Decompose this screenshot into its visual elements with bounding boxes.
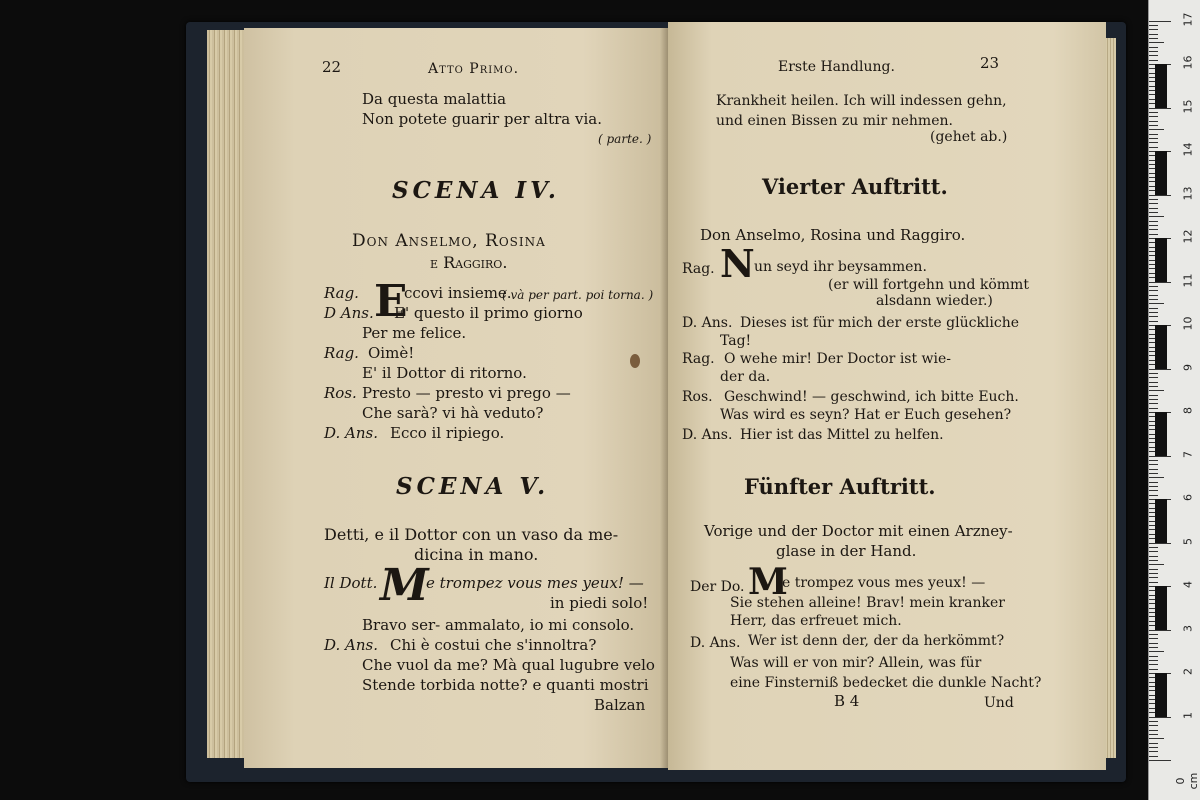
right-page (668, 22, 1106, 770)
ruler-number: 4 (1181, 581, 1195, 588)
scene-description: dicina in mano. (414, 545, 539, 564)
ruler-tick (1149, 225, 1158, 226)
ruler-tick (1149, 477, 1164, 478)
scene-heading: Fünfter Auftritt. (744, 474, 936, 499)
dialogue: der da. (720, 369, 771, 385)
ruler-tick (1149, 490, 1158, 491)
ruler-tick (1149, 721, 1158, 722)
speaker: Ros. (324, 384, 357, 402)
ruler-tick (1149, 386, 1158, 387)
ruler-scale-block (1155, 151, 1167, 195)
ruler-tick (1149, 382, 1158, 383)
ruler-scale-block (1155, 586, 1167, 630)
page-number: 22 (322, 58, 342, 76)
ruler-number: 15 (1181, 99, 1195, 113)
ruler-tick (1149, 651, 1164, 652)
ruler-tick (1149, 208, 1158, 209)
ruler-tick (1149, 486, 1158, 487)
scene-description: glase in der Hand. (776, 542, 917, 560)
ruler-tick (1149, 482, 1158, 483)
ruler-tick (1149, 316, 1158, 317)
stage-direction: (gehet ab.) (930, 129, 1008, 145)
dialogue: un seyd ihr beysammen. (754, 259, 927, 275)
ruler-number: 7 (1181, 450, 1195, 458)
dialogue: eine Finsterniß bedecket die dunkle Nacht? (730, 675, 1042, 691)
dialogue: e trompez vous mes yeux! — (782, 575, 986, 591)
ruler-tick (1149, 730, 1158, 731)
ruler-tick (1149, 456, 1171, 457)
ruler-tick (1149, 303, 1164, 304)
ruler-tick (1149, 51, 1158, 52)
speaker: Rag. (682, 351, 715, 367)
scene-description: Vorige und der Doctor mit einen Arzney- (704, 522, 1013, 540)
dialogue: Presto — presto vi prego — (362, 384, 571, 402)
ruler-scale-block (1155, 238, 1167, 282)
ruler-number: 6 (1181, 494, 1195, 501)
ruler-tick (1149, 47, 1158, 48)
ruler-tick (1149, 308, 1158, 309)
ruler-tick (1149, 495, 1158, 496)
ruler-tick (1149, 212, 1158, 213)
ruler-number: 9 (1181, 363, 1195, 371)
speaker: D Ans. (324, 304, 374, 322)
ink-stain (630, 354, 640, 368)
character-list: Don Anselmo, Rosina und Raggiro. (700, 226, 966, 244)
speaker: D. Ans. (324, 636, 378, 654)
ruler-tick (1149, 195, 1171, 196)
ruler-number: 13 (1181, 186, 1195, 200)
dialogue: Tag! (720, 333, 752, 349)
speaker: D. Ans. (682, 427, 733, 443)
ruler-tick (1149, 129, 1164, 130)
scene-description: Detti, e il Dottor con un vaso da me- (324, 525, 619, 544)
ruler-tick (1149, 543, 1171, 544)
dialogue: E' questo il primo giorno (394, 304, 583, 322)
ruler-tick (1149, 373, 1158, 374)
scale-ruler (1148, 0, 1200, 800)
dialogue: Stende torbida notte? e quanti mostri (362, 676, 649, 694)
ruler-tick (1149, 395, 1158, 396)
dialogue: Chi è costui che s'innoltra? (390, 636, 597, 654)
ruler-number: 12 (1181, 229, 1195, 244)
ruler-tick (1149, 408, 1158, 409)
scene-heading: SCENA IV. (392, 177, 560, 204)
ruler-tick (1149, 564, 1164, 565)
ruler-tick (1149, 134, 1158, 135)
ruler-tick (1149, 108, 1171, 109)
ruler-tick (1149, 116, 1158, 117)
ruler-tick (1149, 747, 1158, 748)
ruler-tick (1149, 660, 1158, 661)
ruler-tick (1149, 569, 1158, 570)
drop-cap: E (374, 276, 408, 327)
ruler-tick (1149, 282, 1171, 283)
ruler-number: 5 (1181, 537, 1195, 545)
ruler-tick (1149, 460, 1158, 461)
ruler-tick (1149, 403, 1158, 404)
page-number: 23 (980, 54, 1000, 72)
ruler-tick (1149, 369, 1171, 370)
drop-cap: M (380, 560, 429, 611)
dialogue: Herr, das erfreuet mich. (730, 613, 902, 629)
text-line: Non potete guarir per altra via. (362, 110, 602, 128)
ruler-number: 2 (1181, 668, 1195, 675)
dialogue: Oimè! (368, 344, 415, 362)
ruler-tick (1149, 630, 1171, 631)
dialogue: Bravo ser- ammalato, io mi consolo. (362, 616, 635, 634)
ruler-tick (1149, 321, 1158, 322)
ruler-number: 8 (1181, 407, 1195, 414)
scene-heading: SCENA V. (396, 473, 550, 500)
dialogue: Che vuol da me? Mà qual lugubre velo (362, 656, 655, 674)
speaker: Rag. (324, 344, 359, 362)
ruler-tick (1149, 756, 1158, 757)
speaker: Der Do. (690, 579, 745, 595)
ruler-tick (1149, 221, 1158, 222)
ruler-scale-block (1155, 325, 1167, 369)
ruler-tick (1149, 734, 1158, 735)
ruler-tick (1149, 147, 1158, 148)
ruler-tick (1149, 399, 1158, 400)
ruler-tick (1149, 121, 1158, 122)
ruler-number: 17 (1181, 12, 1195, 26)
ruler-tick (1149, 577, 1158, 578)
ruler-tick (1149, 60, 1158, 61)
scene-heading: Vierter Auftritt. (762, 174, 948, 199)
dialogue: Was wird es seyn? Hat er Euch gesehen? (720, 407, 1012, 423)
ruler-scale-block (1155, 412, 1167, 456)
ruler-number: 10 (1181, 316, 1195, 331)
speaker: Rag. (682, 261, 715, 277)
ruler-tick (1149, 643, 1158, 644)
ruler-tick (1149, 725, 1158, 726)
ruler-tick (1149, 299, 1158, 300)
ruler-tick (1149, 199, 1158, 200)
ruler-tick (1149, 717, 1171, 718)
catchword: Balzan (594, 696, 646, 714)
character-list: Don Anselmo, Rosina (352, 231, 546, 251)
dialogue: in piedi solo! (550, 594, 649, 612)
ruler-tick (1149, 551, 1158, 552)
ruler-tick (1149, 634, 1158, 635)
ruler-tick (1149, 216, 1164, 217)
left-page (244, 28, 668, 768)
speaker: Il Dott. (324, 574, 378, 592)
dialogue: Wer ist denn der, der da herkömmt? (748, 633, 1005, 649)
dialogue: Che sarà? vi hà veduto? (362, 404, 544, 422)
drop-cap: N (720, 241, 755, 286)
stage-direction: alsdann wieder.) (876, 293, 993, 309)
dialogue: e trompez vous mes yeux! — (426, 574, 644, 592)
ruler-number: 1 (1181, 711, 1195, 719)
dialogue: Hier ist das Mittel zu helfen. (740, 427, 944, 443)
text-line: Krankheit heilen. Ich will indessen gehn, (716, 93, 1007, 109)
speaker: D. Ans. (690, 635, 741, 651)
stage-direction: (er will fortgehn und kömmt (828, 277, 1029, 293)
character-list: e Raggiro. (430, 253, 508, 272)
ruler-tick (1149, 743, 1158, 744)
ruler-tick (1149, 390, 1164, 391)
ruler-tick (1149, 464, 1158, 465)
ruler-tick (1149, 760, 1171, 761)
ruler-number: 14 (1181, 142, 1195, 157)
dialogue: O wehe mir! Der Doctor ist wie- (724, 351, 952, 367)
speaker: Rag. (324, 284, 359, 302)
ruler-tick (1149, 664, 1158, 665)
ruler-tick (1149, 290, 1158, 291)
ruler-tick (1149, 377, 1158, 378)
ruler-tick (1149, 125, 1158, 126)
ruler-tick (1149, 469, 1158, 470)
ruler-tick (1149, 312, 1158, 313)
ruler-number: 3 (1181, 624, 1195, 632)
stage-direction: ( parte. ) (598, 132, 652, 146)
dialogue: Ecco il ripiego. (390, 424, 505, 442)
page-edges-left (207, 30, 245, 758)
ruler-tick (1149, 547, 1158, 548)
ruler-tick (1149, 55, 1158, 56)
dialogue: Geschwind! — geschwind, ich bitte Euch. (724, 389, 1019, 405)
dialogue: E' il Dottor di ritorno. (362, 364, 527, 382)
ruler-tick (1149, 138, 1158, 139)
ruler-tick (1149, 638, 1158, 639)
ruler-tick (1149, 295, 1158, 296)
ruler-scale-block (1155, 499, 1167, 543)
ruler-tick (1149, 473, 1158, 474)
speaker: D. Ans. (682, 315, 733, 331)
ruler-tick (1149, 286, 1158, 287)
text-line: Da questa malattia (362, 90, 507, 108)
ruler-scale-block (1155, 64, 1167, 108)
speaker: Ros. (682, 389, 713, 405)
speaker: D. Ans. (324, 424, 378, 442)
dialogue: Sie stehen alleine! Brav! mein kranker (730, 595, 1005, 611)
signature-mark: B 4 (834, 692, 860, 710)
catchword: Und (984, 695, 1014, 711)
ruler-tick (1149, 42, 1164, 43)
ruler-tick (1149, 21, 1171, 22)
drop-cap: M (748, 561, 788, 603)
ruler-number: 16 (1181, 55, 1195, 70)
running-head: Atto Primo. (428, 61, 520, 77)
ruler-tick (1149, 582, 1158, 583)
ruler-tick (1149, 38, 1158, 39)
ruler-unit-label: 0 cm (1174, 772, 1200, 790)
ruler-tick (1149, 669, 1158, 670)
dialogue: Was will er von mir? Allein, was für (730, 655, 982, 671)
ruler-tick (1149, 751, 1158, 752)
ruler-tick (1149, 229, 1158, 230)
ruler-tick (1149, 647, 1158, 648)
text-line: und einen Bissen zu mir nehmen. (716, 113, 953, 129)
ruler-tick (1149, 112, 1158, 113)
dialogue: ccovi insieme. (404, 284, 512, 302)
ruler-scale-block (1155, 673, 1167, 717)
ruler-tick (1149, 142, 1158, 143)
ruler-tick (1149, 203, 1158, 204)
ruler-tick (1149, 738, 1164, 739)
dialogue: Dieses ist für mich der erste glückliche (740, 315, 1020, 331)
dialogue: Per me felice. (362, 324, 467, 342)
ruler-number: 11 (1181, 273, 1195, 287)
ruler-tick (1149, 25, 1158, 26)
ruler-tick (1149, 556, 1158, 557)
ruler-tick (1149, 656, 1158, 657)
running-head: Erste Handlung. (778, 59, 895, 75)
ruler-tick (1149, 560, 1158, 561)
stage-direction: ( và per part. poi torna. ) (502, 288, 654, 302)
ruler-tick (1149, 234, 1158, 235)
ruler-tick (1149, 34, 1158, 35)
ruler-tick (1149, 29, 1158, 30)
ruler-tick (1149, 573, 1158, 574)
